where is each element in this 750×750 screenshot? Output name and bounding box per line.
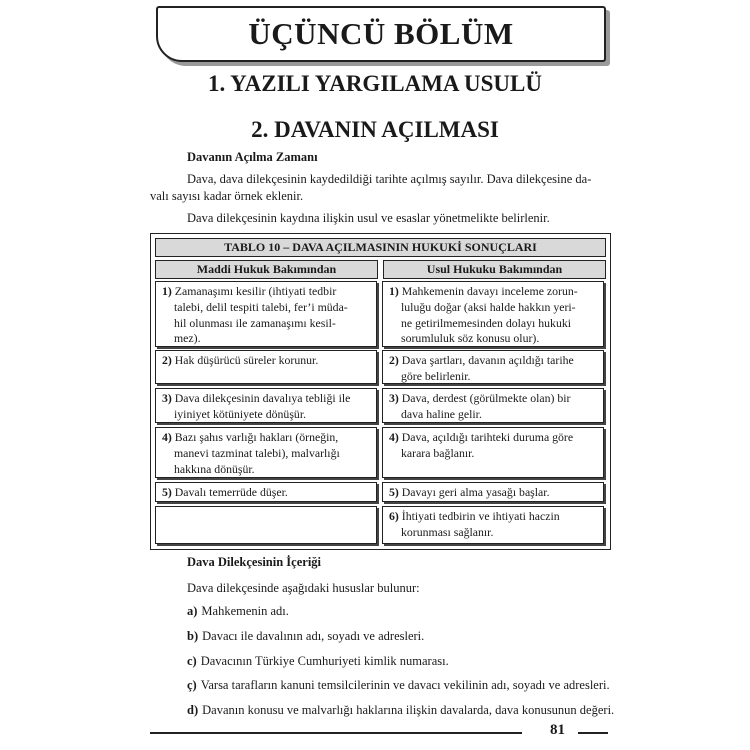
cell-line: 3) Dava dilekçesinin davalıya tebliği ile: [162, 391, 351, 405]
cell-line: ne getirilmemesinden dolayı hukuki: [401, 315, 572, 330]
list-text: Davacının Türkiye Cumhuriyeti kimlik numarası.: [200, 654, 449, 668]
item-number: 4): [389, 430, 402, 444]
list-marker: d): [187, 703, 199, 717]
list-text: Varsa tarafların kanuni temsilcilerinin ve davacı vekilinin adı, soyadı ve adresleri.: [200, 678, 610, 692]
paragraph: Dava dilekçesinde aşağıdaki hususlar bulunur:: [187, 581, 420, 595]
cell-line: 2) Hak düşürücü süreler korunur.: [162, 353, 319, 367]
list-marker: b): [187, 629, 199, 643]
cell-line: hil olunması ile zamanaşımı kesil-: [174, 315, 336, 330]
cell-line: 1) Mahkemenin davayı inceleme zorun-: [389, 284, 578, 298]
paragraph-line: Dava, dava dilekçesinin kaydedildiği tarihte açılmış sayılır. Dava dilekçesine da-: [187, 172, 592, 186]
cell-line: 4) Dava, açıldığı tarihteki duruma göre: [389, 430, 574, 444]
list-item: [187, 703, 614, 718]
list-marker: a): [187, 604, 198, 618]
list-text: Davacı ile davalının adı, soyadı ve adresleri.: [202, 629, 425, 643]
list-text: Mahkemenin adı.: [201, 604, 289, 618]
table-cell: [155, 427, 377, 478]
cell-line: talebi, delil tespiti talebi, fer’i müda-: [174, 299, 348, 314]
legal-consequences-table: [150, 233, 611, 550]
item-number: 4): [162, 430, 175, 444]
table-cell: [382, 482, 604, 502]
table-cell: [155, 281, 377, 347]
table-cell: [155, 506, 377, 544]
item-number: 2): [162, 353, 175, 367]
chapter-banner: [156, 6, 606, 62]
list-item: [187, 654, 449, 669]
heading-filing-time: Davanın Açılma Zamanı: [187, 150, 318, 164]
footer-rule: [578, 732, 608, 734]
footer-rule: [150, 732, 522, 734]
cell-line: 5) Davalı temerrüde düşer.: [162, 485, 288, 499]
item-number: 5): [162, 485, 175, 499]
cell-line: iyiniyet kötüniyete dönüşür.: [174, 406, 307, 421]
item-number: 5): [389, 485, 402, 499]
table-cell: [382, 281, 604, 347]
item-number: 3): [389, 391, 402, 405]
cell-line: göre belirlenir.: [401, 368, 471, 383]
table-cell: [155, 388, 377, 423]
list-item: [187, 604, 289, 619]
cell-line: hakkına dönüşür.: [174, 461, 255, 476]
item-number: 6): [389, 509, 402, 523]
cell-line: 5) Davayı geri alma yasağı başlar.: [389, 485, 550, 499]
item-number: 1): [389, 284, 402, 298]
list-text: Davanın konusu ve malvarlığı haklarına ilişkin davalarda, dava konusunun değeri.: [202, 703, 615, 717]
cell-line: mez).: [174, 331, 201, 346]
paragraph-line: valı sayısı kadar örnek eklenir.: [150, 189, 304, 203]
cell-line: 3) Dava, derdest (görülmekte olan) bir: [389, 391, 571, 405]
item-number: 1): [162, 284, 175, 298]
cell-line: karara bağlanır.: [401, 445, 475, 460]
cell-line: 2) Dava şartları, davanın açıldığı tarihe: [389, 353, 574, 367]
cell-line: dava haline gelir.: [401, 406, 482, 421]
cell-line: sorumluluk söz konusu olur).: [401, 331, 540, 346]
list-item: [187, 629, 424, 644]
item-number: 3): [162, 391, 175, 405]
table-cell: [155, 350, 377, 384]
table-title: TABLO 10 – DAVA AÇILMASININ HUKUKİ SONUÇLARI: [155, 238, 606, 257]
cell-line: 4) Bazı şahıs varlığı hakları (örneğin,: [162, 430, 339, 444]
list-item: [187, 678, 610, 693]
table-cell: [382, 350, 604, 384]
cell-line: korunması sağlanır.: [401, 524, 494, 539]
heading-petition-content: Dava Dilekçesinin İçeriği: [187, 555, 322, 569]
table-cell: [382, 388, 604, 423]
paragraph: Dava dilekçesinin kaydına ilişkin usul ve esaslar yönetmelikte belirlenir.: [187, 211, 550, 225]
subsection-title: 2. DAVANIN AÇILMASI: [251, 117, 499, 142]
item-number: 2): [389, 353, 402, 367]
cell-line: 6) İhtiyati tedbirin ve ihtiyati haczin: [389, 509, 560, 523]
table-cell: [155, 482, 377, 502]
column-header-procedural: Usul Hukuku Bakımından: [383, 260, 606, 279]
page-number: 81: [550, 722, 565, 738]
list-marker: c): [187, 654, 197, 668]
cell-line: luluğu doğar (aksi halde hakkın yeri-: [401, 299, 576, 314]
cell-line: manevi tazminat talebi), malvarlığı: [174, 445, 340, 460]
table-cell: [382, 427, 604, 478]
chapter-title: ÜÇÜNCÜ BÖLÜM: [248, 16, 514, 51]
column-header-substantive: Maddi Hukuk Bakımından: [155, 260, 378, 279]
list-marker: ç): [187, 678, 197, 692]
table-cell: [382, 506, 604, 544]
cell-line: 1) Zamanaşımı kesilir (ihtiyati tedbir: [162, 284, 337, 298]
section-title: 1. YAZILI YARGILAMA USULÜ: [207, 71, 542, 96]
